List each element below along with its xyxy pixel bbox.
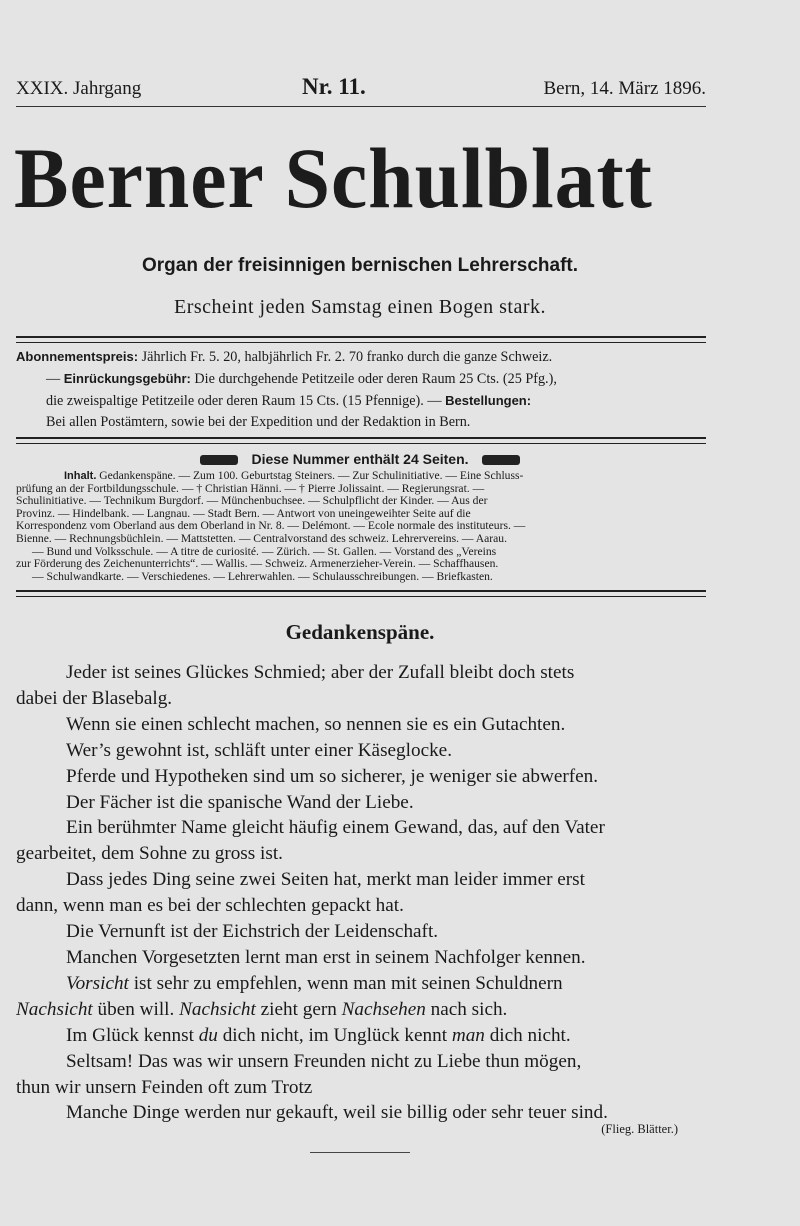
header-rule	[16, 106, 706, 107]
article-line: Vorsicht ist sehr zu empfehlen, wenn man mit seinen Schuldnern	[66, 972, 563, 994]
article-line: Manche Dinge werden nur gekauft, weil sie billig oder sehr teuer sind.	[66, 1102, 608, 1124]
masthead-tagline: Erscheint jeden Samstag einen Bogen stark.	[173, 296, 546, 318]
article-line: Der Fächer ist die spanische Wand der Liebe.	[66, 791, 414, 813]
divider-double	[16, 437, 706, 444]
article-line: Wenn sie einen schlecht machen, so nennen sie es ein Gutachten.	[66, 713, 566, 735]
article-line: dann, wenn man es bei der schlechten gepackt hat.	[16, 895, 404, 917]
volume-label: XXIX. Jahrgang	[16, 78, 142, 99]
masthead-subtitle: Organ der freisinnigen bernischen Lehrerschaft.	[141, 255, 579, 276]
contents-line: Korrespondenz vom Oberland aus dem Oberland in Nr. 8. — Delémont. — Ecole normale des instituteurs. —	[16, 520, 526, 533]
article-line: Pferde und Hypotheken sind um so sicherer, je weniger sie abwerfen.	[66, 765, 599, 787]
contents-line: — Schulwandkarte. — Verschiedenes. — Lehrerwahlen. — Schulausschreibungen. — Briefkasten.	[32, 570, 493, 583]
contents-line: prüfung an der Fortbildungsschule. — † Christian Hänni. — † Pierre Jolissaint. — Regierungsrat. —	[16, 482, 485, 495]
subscription-line: — Einrückungsgebühr: Die durchgehende Petitzeile oder deren Raum 25 Cts. (25 Pfg.),	[46, 371, 557, 387]
article-line: Dass jedes Ding seine zwei Seiten hat, merkt man leider immer erst	[66, 869, 585, 891]
contents-line: zur Förderung des Zeichenunterrichts“. — Wallis. — Schweiz. Armenerzieher-Verein. — Schaffhausen.	[16, 558, 499, 571]
article-line: Jeder ist seines Glückes Schmied; aber der Zufall bleibt doch stets	[66, 662, 575, 683]
place-date: Bern, 14. März 1896.	[543, 78, 706, 99]
subscription-block	[16, 346, 706, 433]
masthead-title: Berner Schulblatt	[14, 130, 653, 226]
article-line: Ein berühmter Name gleicht häufig einem Gewand, das, auf den Vater	[66, 817, 605, 839]
issue-header	[16, 76, 706, 104]
article-line: Die Vernunft ist der Eichstrich der Leidenschaft.	[66, 921, 439, 943]
contents-line: Bienne. — Rechnungsbüchlein. — Mattstetten. — Centralvorstand des schweiz. Lehrervereins. — Aarau.	[16, 532, 507, 545]
contents-line: Provinz. — Hindelbank. — Langnau. — Stadt Bern. — Antwort von uneingeweihter Seite auf die	[16, 507, 471, 520]
contents-line: Inhalt. Gedankenspäne. — Zum 100. Geburtstag Steiners. — Zur Schulinitiative. — Eine Schluss-	[64, 470, 524, 482]
end-rule	[310, 1152, 410, 1153]
pointing-hand-icon	[200, 455, 238, 465]
issue-note: Diese Nummer enthält 24 Seiten.	[0, 451, 720, 467]
issue-number: Nr. 11.	[302, 74, 366, 99]
pointing-hand-icon	[482, 455, 520, 465]
contents-line: — Bund und Volksschule. — A titre de curiosité. — Zürich. — St. Gallen. — Vorstand des „Vereins	[32, 545, 497, 558]
divider-double	[16, 590, 706, 597]
article-body	[16, 660, 706, 1126]
divider-double	[16, 336, 706, 343]
article-line: Wer’s gewohnt ist, schläft unter einer Käseglocke.	[66, 739, 452, 761]
article-line: Seltsam! Das was wir unsern Freunden nicht zu Liebe thun mögen,	[66, 1050, 582, 1072]
article-line: Nachsicht üben will. Nachsicht zieht gern Nachsehen nach sich.	[16, 998, 508, 1020]
subscription-line: Abonnementspreis: Jährlich Fr. 5. 20, halbjährlich Fr. 2. 70 franko durch die ganze Schweiz.	[16, 349, 553, 365]
article-line: Im Glück kennst du dich nicht, im Unglück kennt man dich nicht.	[66, 1024, 571, 1046]
article-line: Manchen Vorgesetzten lernt man erst in seinem Nachfolger kennen.	[66, 946, 586, 968]
article-line: thun wir unsern Feinden oft zum Trotz	[16, 1076, 313, 1098]
contents-line: Schulinitiative. — Technikum Burgdorf. — Münchenbuchsee. — Schulpflicht der Kinder. — Aus der	[16, 495, 488, 508]
article-title: Gedankenspäne.	[285, 620, 435, 644]
article-source: (Flieg. Blätter.)	[601, 1122, 678, 1136]
subscription-line: die zweispaltige Petitzeile oder deren Raum 15 Cts. (15 Pfennige). — Bestellungen:	[46, 393, 532, 409]
article-line: gearbeitet, dem Sohne zu gross ist.	[16, 843, 283, 865]
table-of-contents	[16, 470, 706, 583]
subscription-line: Bei allen Postämtern, sowie bei der Expedition und der Redaktion in Bern.	[46, 414, 471, 430]
article-line: dabei der Blasebalg.	[16, 687, 173, 709]
